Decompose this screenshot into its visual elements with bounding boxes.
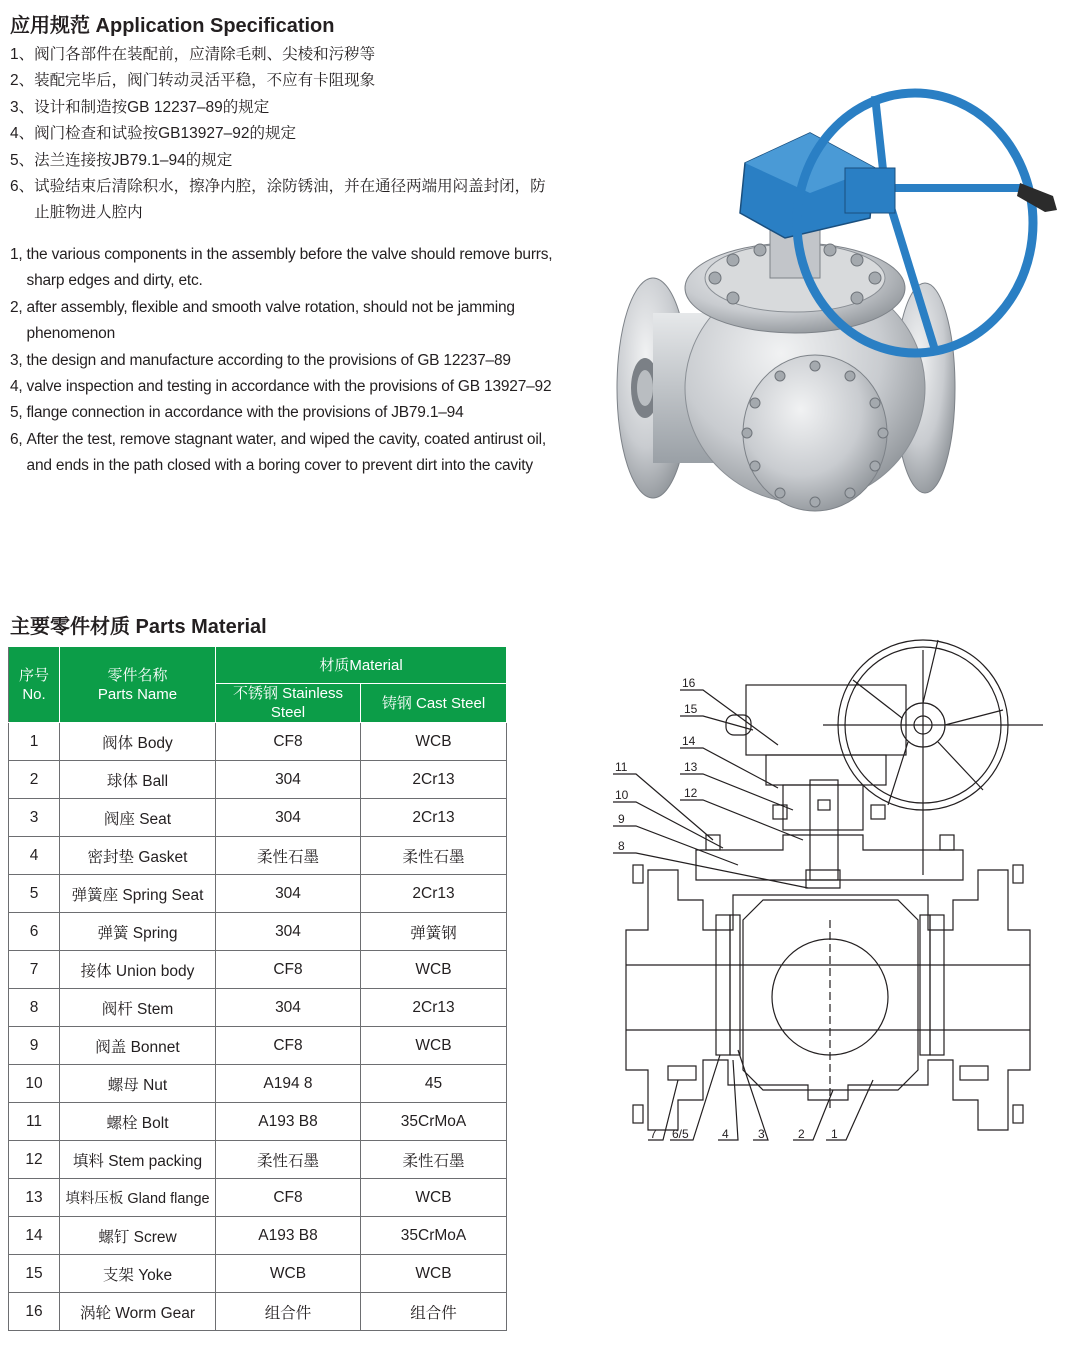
callout-10: 10 bbox=[615, 788, 629, 802]
zh-item: 4、 阀门检查和试验按GB13927–92的规定 bbox=[10, 125, 296, 143]
callout-4: 4 bbox=[722, 1127, 729, 1141]
callout-6-5: 6/5 bbox=[672, 1127, 689, 1141]
application-zh-list bbox=[10, 42, 570, 227]
callout-16: 16 bbox=[682, 676, 696, 690]
table-row: 12 填料 Stem packing 柔性石墨 柔性石墨 bbox=[9, 1141, 507, 1179]
table-row: 9 阀盖 Bonnet CF8 WCB bbox=[9, 1027, 507, 1065]
en-item: 2, after assembly, flexible and smooth valve rotation, should not be jamming phenomenon bbox=[10, 298, 515, 343]
callout-11: 11 bbox=[615, 760, 628, 774]
callout-2: 2 bbox=[798, 1127, 805, 1141]
table-row: 7 接体 Union body CF8 WCB bbox=[9, 951, 507, 989]
table-row: 6 弹簧 Spring 304 弹簧钢 bbox=[9, 913, 507, 951]
table-row: 5 弹簧座 Spring Seat 304 2Cr13 bbox=[9, 875, 507, 913]
table-row: 3 阀座 Seat 304 2Cr13 bbox=[9, 799, 507, 837]
table-row: 14 螺钉 Screw A193 B8 35CrMoA bbox=[9, 1217, 507, 1255]
table-row: 13 填料压板 Gland flange CF8 WCB bbox=[9, 1179, 507, 1217]
valve-photo bbox=[605, 88, 1065, 518]
application-en-list bbox=[10, 242, 570, 480]
table-row: 10 螺母 Nut A194 8 45 bbox=[9, 1065, 507, 1103]
table-row: 4 密封垫 Gasket 柔性石墨 柔性石墨 bbox=[9, 837, 507, 875]
table-row: 2 球体 Ball 304 2Cr13 bbox=[9, 761, 507, 799]
zh-item: 5、 法兰连接按JB79.1–94的规定 bbox=[10, 151, 233, 169]
parts-material-table bbox=[8, 646, 507, 1331]
table-row: 16 涡轮 Worm Gear 组合件 组合件 bbox=[9, 1293, 507, 1331]
en-item: 5, flange connection in accordance with the provisions of JB79.1–94 bbox=[10, 404, 464, 422]
header-no: 序号 No. bbox=[9, 647, 60, 723]
zh-item: 6、 试验结束后清除积水，擦净内腔，涂防锈油，并在通径两端用闷盖封闭，防止脏物进人腔内 bbox=[10, 178, 546, 222]
table-row: 11 螺栓 Bolt A193 B8 35CrMoA bbox=[9, 1103, 507, 1141]
table-row: 8 阀杆 Stem 304 2Cr13 bbox=[9, 989, 507, 1027]
header-parts-name: 零件名称 Parts Name bbox=[60, 647, 216, 723]
en-item: 4, valve inspection and testing in accordance with the provisions of GB 13927–92 bbox=[10, 378, 552, 396]
header-material: 材质Material bbox=[216, 647, 507, 684]
zh-item: 3、 设计和制造按GB 12237–89的规定 bbox=[10, 98, 270, 116]
application-title: 应用规范 Application Specification bbox=[10, 15, 335, 37]
callout-12: 12 bbox=[684, 786, 698, 800]
callout-13: 13 bbox=[684, 760, 698, 774]
en-item: 6, After the test, remove stagnant water, and wiped the cavity, coated antirust oil, and ends in the path closed with a boring cover to prevent dirt into the cavity bbox=[10, 430, 546, 475]
section-drawing bbox=[608, 630, 1063, 1150]
callout-15: 15 bbox=[684, 702, 698, 716]
callout-3: 3 bbox=[758, 1127, 765, 1141]
callout-8: 8 bbox=[618, 839, 625, 853]
callout-1: 1 bbox=[831, 1127, 838, 1141]
en-item: 3, the design and manufacture according to the provisions of GB 12237–89 bbox=[10, 351, 511, 369]
table-row: 1 阀体 Body CF8 WCB bbox=[9, 723, 507, 761]
zh-item: 1、 阀门各部件在装配前，应清除毛刺、尖棱和污秽等 bbox=[10, 46, 376, 63]
zh-item: 2、 装配完毕后，阀门转动灵活平稳，不应有卡阻现象 bbox=[10, 72, 376, 90]
callout-7: 7 bbox=[650, 1127, 657, 1141]
callout-9: 9 bbox=[618, 812, 625, 826]
en-item: 1, the various components in the assembly before the valve should remove burrs, sharp edges and dirty, etc. bbox=[10, 246, 553, 290]
header-stainless: 不锈钢 Stainless Steel bbox=[216, 684, 361, 723]
parts-title: 主要零件材质 Parts Material bbox=[10, 616, 267, 638]
callout-14: 14 bbox=[682, 734, 696, 748]
header-cast: 铸钢 Cast Steel bbox=[361, 684, 507, 723]
table-row: 15 支架 Yoke WCB WCB bbox=[9, 1255, 507, 1293]
